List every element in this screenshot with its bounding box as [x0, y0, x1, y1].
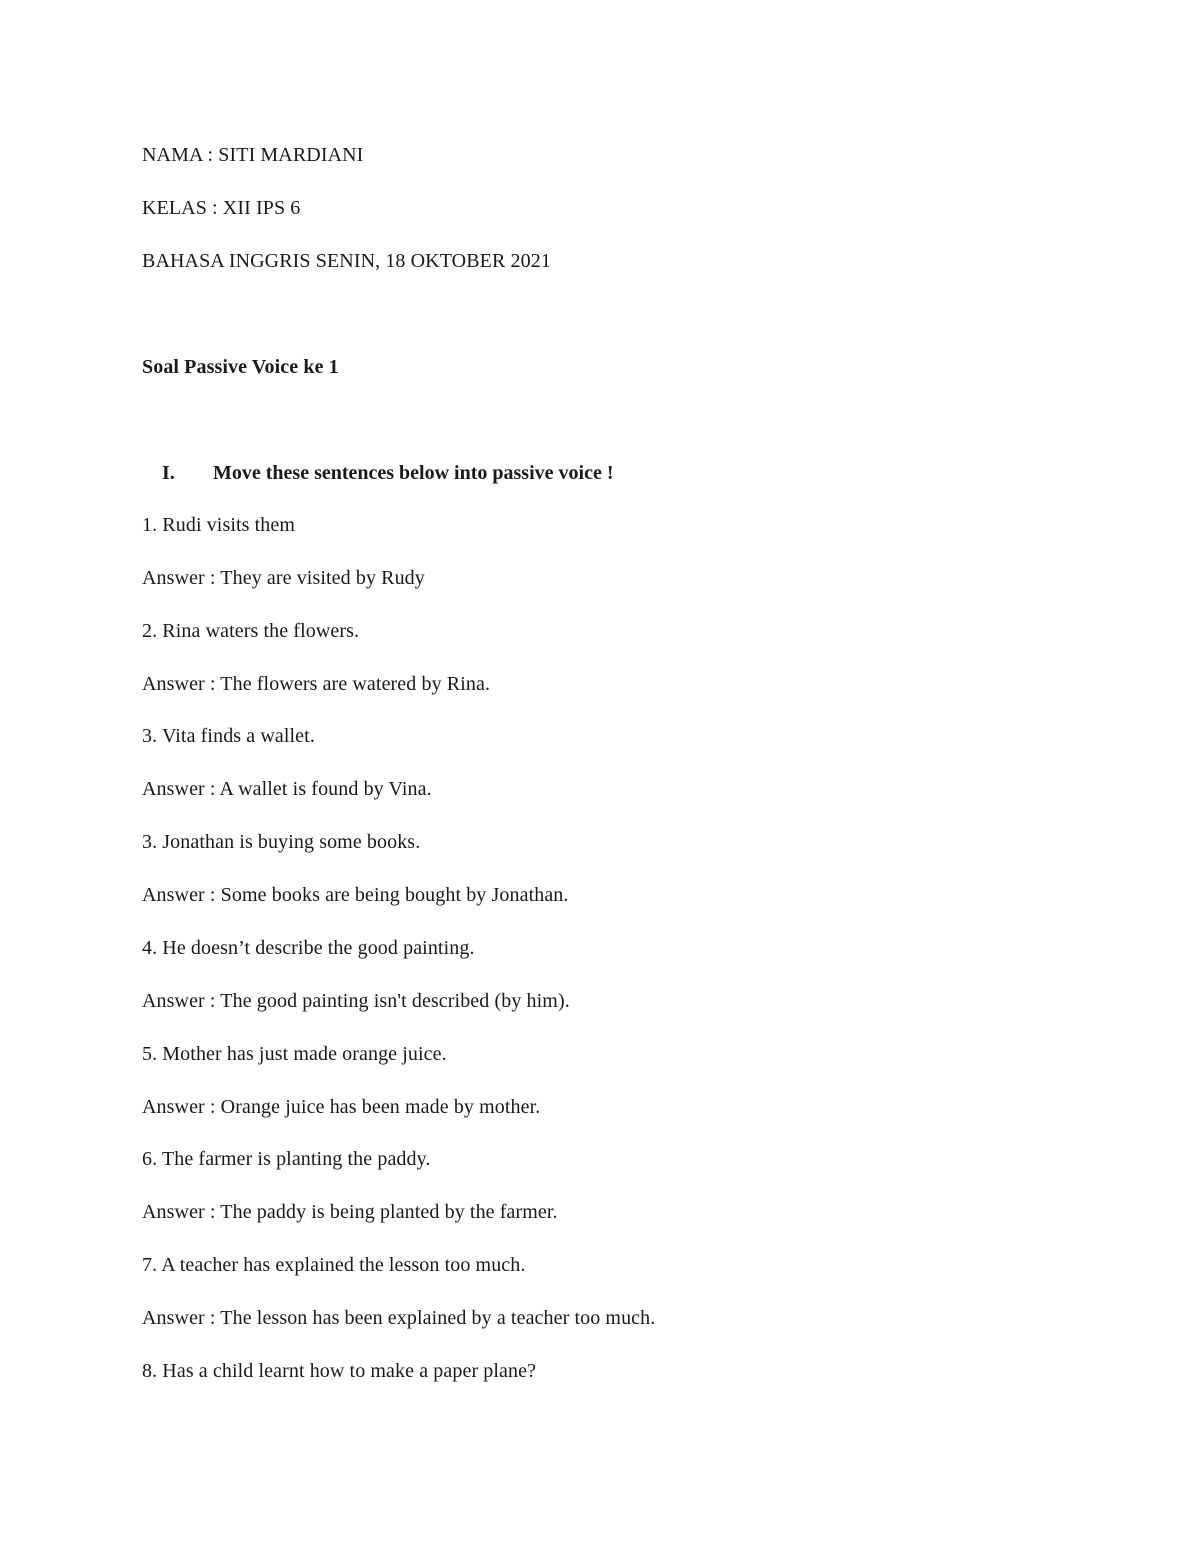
question-item: 3. Vita finds a wallet. — [142, 725, 315, 747]
answer-item: Answer : The paddy is being planted by the farmer. — [142, 1201, 558, 1223]
answer-item: Answer : Orange juice has been made by mother. — [142, 1096, 541, 1118]
instruction-text: Move these sentences below into passive voice ! — [213, 462, 614, 484]
subject-date: BAHASA INGGRIS SENIN, 18 OKTOBER 2021 — [142, 250, 551, 272]
instruction-number: I. — [162, 462, 175, 484]
answer-item: Answer : Some books are being bought by Jonathan. — [142, 884, 569, 906]
answer-item: Answer : They are visited by Rudy — [142, 567, 425, 589]
question-item: 1. Rudi visits them — [142, 514, 296, 536]
question-item: 3. Jonathan is buying some books. — [142, 831, 421, 853]
answer-item: Answer : A wallet is found by Vina. — [142, 778, 432, 800]
answer-item: Answer : The good painting isn't described (by him). — [142, 990, 570, 1012]
question-item: 8. Has a child learnt how to make a paper plane? — [142, 1360, 537, 1382]
section-title: Soal Passive Voice ke 1 — [142, 356, 339, 378]
question-item: 6. The farmer is planting the paddy. — [142, 1148, 431, 1170]
answer-item: Answer : The lesson has been explained by a teacher too much. — [142, 1307, 656, 1329]
question-item: 7. A teacher has explained the lesson too much. — [142, 1254, 526, 1276]
question-item: 4. He doesn’t describe the good painting. — [142, 937, 475, 959]
answer-item: Answer : The flowers are watered by Rina. — [142, 673, 491, 695]
question-item: 5. Mother has just made orange juice. — [142, 1043, 447, 1065]
question-item: 2. Rina waters the flowers. — [142, 620, 360, 642]
student-name: NAMA : SITI MARDIANI — [142, 144, 364, 166]
student-class: KELAS : XII IPS 6 — [142, 197, 301, 219]
